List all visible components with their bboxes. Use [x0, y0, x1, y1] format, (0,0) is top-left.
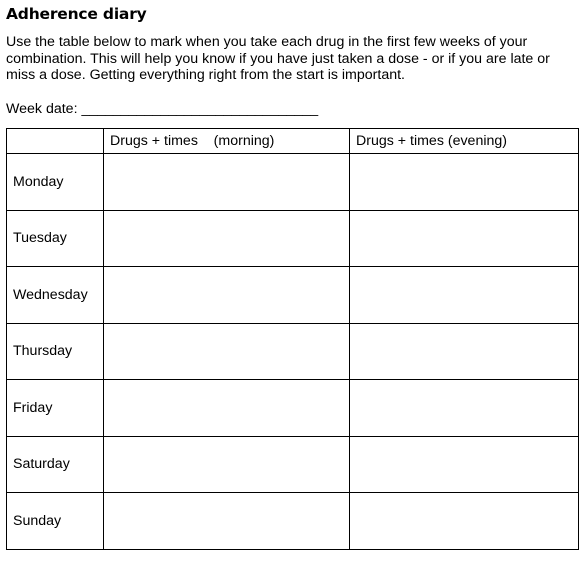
day-label-sunday: Sunday: [7, 493, 104, 550]
evening-entry-cell[interactable]: [350, 436, 579, 493]
adherence-table: [6, 128, 579, 550]
morning-entry-cell[interactable]: [104, 267, 350, 324]
evening-entry-cell[interactable]: [350, 267, 579, 324]
table-row: [7, 210, 579, 267]
header-day-cell: [7, 129, 104, 154]
day-label-monday: Monday: [7, 154, 104, 211]
evening-entry-cell[interactable]: [350, 154, 579, 211]
day-label-thursday: Thursday: [7, 323, 104, 380]
morning-entry-cell[interactable]: [104, 154, 350, 211]
day-label-tuesday: Tuesday: [7, 210, 104, 267]
intro-paragraph: Use the table below to mark when you take each drug in the first few weeks of your combination. This will help you know if you have just taken a dose - or if you are late or miss a dose. Getting everything right from the start is important.: [6, 34, 550, 83]
morning-entry-cell[interactable]: [104, 380, 350, 437]
table-row: [7, 436, 579, 493]
evening-entry-cell[interactable]: [350, 323, 579, 380]
table-row: [7, 380, 579, 437]
day-label-wednesday: Wednesday: [7, 267, 104, 324]
day-label-saturday: Saturday: [7, 436, 104, 493]
table-header-row: [7, 129, 579, 154]
header-evening-cell: Drugs + times (evening): [350, 129, 579, 154]
morning-entry-cell[interactable]: [104, 493, 350, 550]
header-morning-cell: Drugs + times (morning): [104, 129, 350, 154]
page-title: Adherence diary: [6, 5, 147, 23]
morning-entry-cell[interactable]: [104, 436, 350, 493]
morning-entry-cell[interactable]: [104, 323, 350, 380]
table-row: [7, 493, 579, 550]
evening-entry-cell[interactable]: [350, 210, 579, 267]
evening-entry-cell[interactable]: [350, 493, 579, 550]
table-row: [7, 323, 579, 380]
evening-entry-cell[interactable]: [350, 380, 579, 437]
day-label-friday: Friday: [7, 380, 104, 437]
morning-entry-cell[interactable]: [104, 210, 350, 267]
table-row: [7, 267, 579, 324]
week-date-field: Week date: ______________________________: [6, 101, 319, 117]
table-row: [7, 154, 579, 211]
